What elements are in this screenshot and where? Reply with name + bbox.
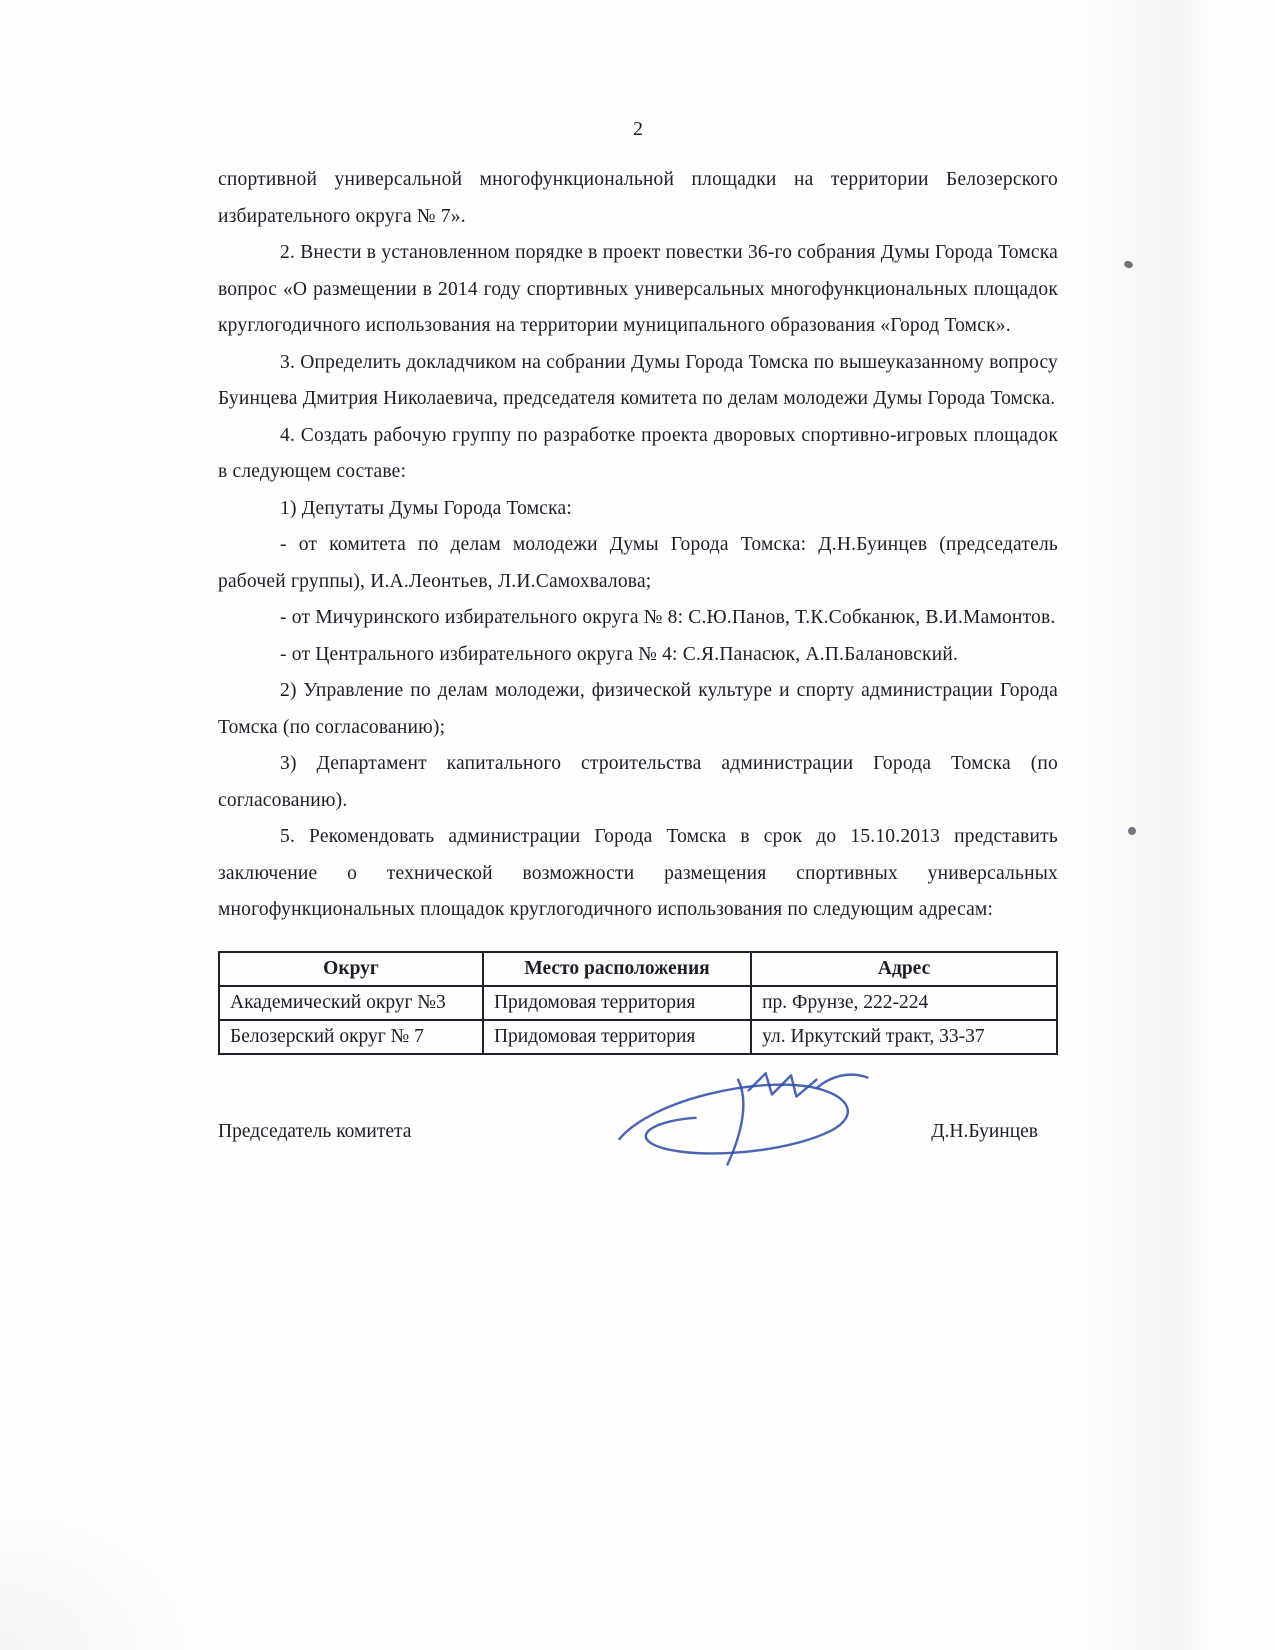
document-body	[218, 116, 1058, 1145]
paragraph-clause-3: 3. Определить докладчиком на собрании Думы Города Томска по вышеуказанному вопросу Буинцева Дмитрия Николаевича, председателя комитета по делам молодежи Думы Города Томска.	[218, 351, 1058, 409]
page-number: 2	[633, 118, 643, 140]
signer-position-label: Председатель комитета	[218, 1120, 412, 1142]
cell-address: ул. Иркутский тракт, 33-37	[751, 1020, 1057, 1054]
scan-edge-shadow	[1075, 0, 1215, 1650]
cell-district: Белозерский округ № 7	[219, 1020, 483, 1054]
table-header-district: Округ	[219, 952, 483, 986]
paragraph-subitem-3: 3) Департамент капитального строительства администрации Города Томска (по согласованию).	[218, 753, 1058, 811]
paragraph-continuation: спортивной универсальной многофункциональной площадки на территории Белозерского избирательного округа № 7».	[218, 169, 1058, 227]
signature-block	[218, 1119, 1058, 1145]
table-header-location: Место расположения	[483, 952, 751, 986]
paragraph-subitem-1: 1) Депутаты Думы Города Томска:	[280, 497, 572, 519]
cell-address: пр. Фрунзе, 222-224	[751, 986, 1057, 1020]
cell-location: Придомовая территория	[483, 986, 751, 1020]
paragraph-committee-members: - от комитета по делам молодежи Думы Города Томска: Д.Н.Буинцев (председатель рабочей группы), И.А.Леонтьев, Л.И.Самохвалова;	[218, 534, 1058, 592]
scan-speck	[1128, 827, 1136, 835]
table-row	[219, 986, 1057, 1020]
paragraph-subitem-2: 2) Управление по делам молодежи, физической культуре и спорту администрации Города Томска (по согласованию);	[218, 680, 1058, 738]
table-row	[219, 1020, 1057, 1054]
table-header-row	[219, 952, 1057, 986]
paragraph-clause-4: 4. Создать рабочую группу по разработке проекта дворовых спортивно-игровых площадок в следующем составе:	[218, 424, 1058, 482]
cell-district: Академический округ №3	[219, 986, 483, 1020]
scan-corner-shadow	[0, 1490, 220, 1650]
signer-name: Д.Н.Буинцев	[931, 1120, 1038, 1142]
paragraph-clause-5: 5. Рекомендовать администрации Города Томска в срок до 15.10.2013 представить заключение о технической возможности размещения спортивных универсальных многофункциональных площадок круглогодичного использования по следующим адресам:	[218, 826, 1058, 920]
cell-location: Придомовая территория	[483, 1020, 751, 1054]
paragraph-central-members: - от Центрального избирательного округа № 4: С.Я.Панасюк, А.П.Балановский.	[280, 643, 959, 665]
paragraph-michurinsky-members: - от Мичуринского избирательного округа № 8: С.Ю.Панов, Т.К.Собканюк, В.И.Мамонтов.	[280, 607, 1056, 628]
handwritten-signature-icon	[613, 1057, 878, 1185]
locations-table	[218, 951, 1058, 1055]
scan-speck	[1123, 260, 1134, 270]
table-header-address: Адрес	[751, 952, 1057, 986]
paragraph-clause-2: 2. Внести в установленном порядке в проект повестки 36-го собрания Думы Города Томска вопрос «О размещении в 2014 году спортивных универсальных многофункциональных площадок круглогодичного использования на территории муниципального образования «Город Томск».	[218, 242, 1058, 336]
